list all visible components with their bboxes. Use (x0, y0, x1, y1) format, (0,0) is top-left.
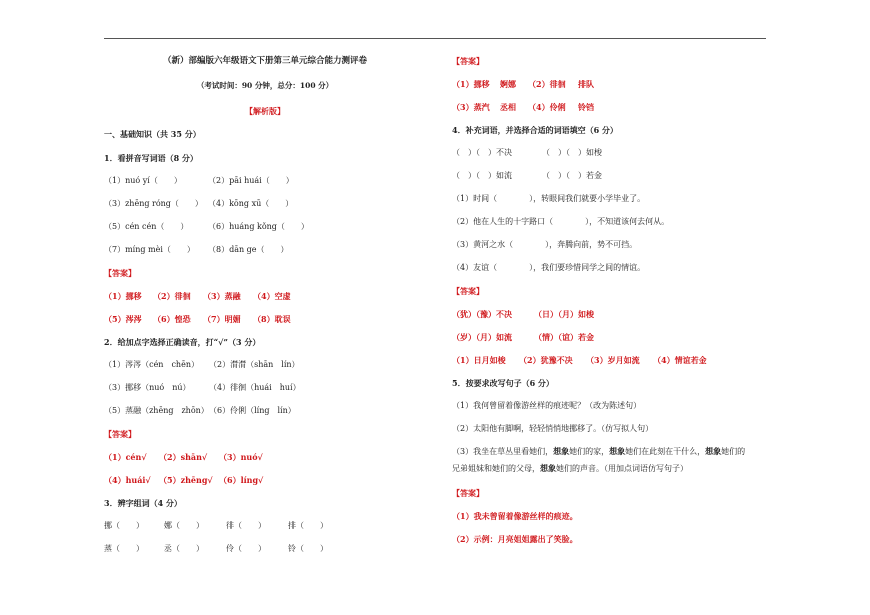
answer-item: （1）日月如梭 (452, 355, 506, 365)
q1-row-2 (104, 199, 293, 209)
q3-item: 铃（ ） (288, 544, 328, 553)
version-label: 【解析版】 (245, 106, 285, 116)
q5-dotted-word: 想象 (553, 446, 570, 456)
q2-item: （3）挪移（nuó nú） (104, 383, 191, 392)
answer-item: （犹）（豫）不决 (452, 309, 512, 319)
q2-answer-row-1 (104, 452, 263, 462)
q2-row-3 (104, 406, 296, 416)
q1-item: （1）nuó yí（ ） (104, 176, 182, 185)
q3-item: 蒸（ ） (104, 544, 144, 553)
answer-item: 婀娜 (500, 79, 516, 89)
q5-item-3-line-2 (452, 463, 688, 474)
q3-item: 丞（ ） (164, 544, 204, 553)
q3-row-2 (104, 544, 328, 554)
q1-item: （7）míng mèi（ ） (104, 245, 195, 254)
answer-item: （4）情谊若金 (653, 355, 707, 365)
question-1-title: 1．看拼音写词语（8 分） (104, 153, 198, 163)
q3-answer-row-2 (452, 102, 594, 112)
answer-item: （2）徘徊 (153, 291, 191, 301)
q4-fill-item: （ ）（ ）若金 (542, 171, 602, 180)
answer-item: （6）líng√ (219, 475, 264, 485)
question-2-title: 2．给加点字选择正确读音，打“√”（3 分） (104, 337, 261, 347)
answer-item: （5）涔涔 (104, 314, 142, 324)
q5-answer: （1）我未曾留着像游丝样的痕迹。 (452, 511, 578, 521)
q2-item: （4）徘徊（huái huí） (209, 383, 301, 392)
q5-dotted-word: 想象 (609, 446, 626, 456)
q5-text: （3）我坐在草丛里看她们， (452, 447, 554, 456)
q4-sentence: （2）他在人生的十字路口（ ），不知道该何去何从。 (452, 217, 670, 226)
q1-answer-row-1 (104, 291, 291, 301)
q4-answer-row-2 (452, 332, 594, 342)
answer-item: （4）伶俐 (528, 102, 566, 112)
q4-answer-row-1 (452, 309, 594, 319)
q5-item: （1）我何曾留着像游丝样的痕迹呢？（改为陈述句） (452, 401, 642, 410)
q2-answer-label: 【答案】 (104, 429, 136, 439)
answer-item: （3）岁月如流 (586, 355, 640, 365)
answer-item: （3）nuó√ (219, 452, 263, 462)
q1-item: （5）cén cén（ ） (104, 222, 189, 231)
answer-item: （2）徘徊 (528, 79, 566, 89)
q3-answer-row-1 (452, 79, 594, 89)
q5-text: 她们的 (721, 447, 746, 456)
exam-info: （考试时间：90 分钟，总分：100 分） (196, 81, 334, 90)
answer-item: 丞相 (500, 102, 516, 112)
answer-item: 排队 (578, 79, 594, 89)
q5-text: 她们的声音。（用加点词语仿写句子） (556, 464, 688, 473)
answer-item: （1）cén√ (104, 452, 147, 462)
q4-sentence: （3）黄河之水（ ），奔腾向前，势不可挡。 (452, 240, 638, 249)
q2-answer-row-2 (104, 475, 263, 485)
q4-answer-label: 【答案】 (452, 286, 484, 296)
q3-row-1 (104, 521, 328, 531)
q4-fill-item: （ ）（ ）不决 (452, 148, 512, 157)
paper-title: （新）部编版六年级语文下册第三单元综合能力测评卷 (162, 56, 367, 66)
q3-item: 伶（ ） (226, 544, 266, 553)
q2-item: （2）潸潸（shān lín） (209, 360, 300, 369)
q1-item: （6）huáng kǒng（ ） (208, 222, 309, 231)
q1-item: （2）pāi huái（ ） (208, 176, 294, 185)
answer-item: （3）蒸融 (203, 291, 241, 301)
q1-item: （3）zhēng róng（ ） (104, 199, 203, 208)
answer-item: （日）（月）如梭 (534, 309, 594, 319)
q3-answer-label: 【答案】 (452, 56, 484, 66)
q4-answer-row-3 (452, 355, 707, 365)
q5-text: 兄弟姐妹和她们的父母， (452, 464, 540, 473)
question-3-title: 3．辨字组词（4 分） (104, 498, 182, 508)
answer-item: （岁）（月）如流 (452, 332, 512, 342)
q3-item: 挪（ ） (104, 521, 144, 530)
section-heading: 一、基础知识（共 35 分） (104, 129, 201, 139)
q3-item: 娜（ ） (164, 521, 204, 530)
answer-item: （4）huái√ (104, 475, 151, 485)
answer-item: （情）（谊）若金 (534, 332, 594, 342)
q2-row-2 (104, 383, 301, 393)
answer-item: （5）zhēng√ (159, 475, 213, 485)
q5-text: 她们的家， (569, 447, 610, 456)
answer-item: （2）犹豫不决 (519, 355, 573, 365)
answer-item: （6）惶恐 (153, 314, 191, 324)
question-5-title: 5．按要求改写句子（6 分） (452, 378, 554, 388)
q1-row-4 (104, 245, 289, 255)
answer-item: 铃铛 (578, 102, 594, 112)
answer-item: （2）shān√ (159, 452, 208, 462)
q5-answer-label: 【答案】 (452, 488, 484, 498)
q5-dotted-word: 想象 (540, 463, 556, 473)
q2-item: （6）伶俐（líng lín） (209, 406, 296, 415)
q5-answer: （2）示例：月亮姐姐露出了笑脸。 (452, 534, 578, 544)
answer-item: （1）挪移 (452, 79, 490, 89)
q4-fill-row-1 (452, 148, 602, 158)
q3-item: 排（ ） (288, 521, 328, 530)
answer-item: （4）空虚 (253, 291, 291, 301)
q1-item: （4）kōng xū（ ） (208, 199, 294, 208)
q1-item: （8）dān ge（ ） (208, 245, 289, 254)
q5-item: （2）太阳他有脚啊，轻轻悄悄地挪移了。（仿写拟人句） (452, 424, 654, 433)
q4-fill-item: （ ）（ ）如流 (452, 171, 512, 180)
q5-dotted-word: 想象 (705, 446, 722, 456)
q4-fill-row-2 (452, 171, 602, 181)
q5-item-3-line-1 (452, 446, 745, 457)
q1-answer-row-2 (104, 314, 291, 324)
answer-item: （3）蒸汽 (452, 102, 490, 112)
q2-item: （5）蒸融（zhēng zhōn） (104, 406, 209, 415)
q1-answer-label: 【答案】 (104, 268, 136, 278)
answer-item: （8）耽误 (253, 314, 291, 324)
header-rule (104, 38, 766, 39)
q5-text: 她们在此刻在干什么， (625, 447, 706, 456)
q4-sentence: （4）友谊（ ），我们要珍惜同学之间的情谊。 (452, 263, 646, 272)
q2-item: （1）涔涔（cén chēn） (104, 360, 199, 369)
q4-sentence: （1）时间（ ），转眼间我们就要小学毕业了。 (452, 194, 646, 203)
q1-row-1 (104, 176, 294, 186)
q2-row-1 (104, 360, 300, 370)
answer-item: （7）明媚 (203, 314, 241, 324)
q1-row-3 (104, 222, 309, 232)
q4-fill-item: （ ）（ ）如梭 (542, 148, 602, 157)
answer-item: （1）挪移 (104, 291, 142, 301)
question-4-title: 4．补充词语，并选择合适的词语填空（6 分） (452, 125, 618, 135)
q3-item: 徘（ ） (226, 521, 266, 530)
